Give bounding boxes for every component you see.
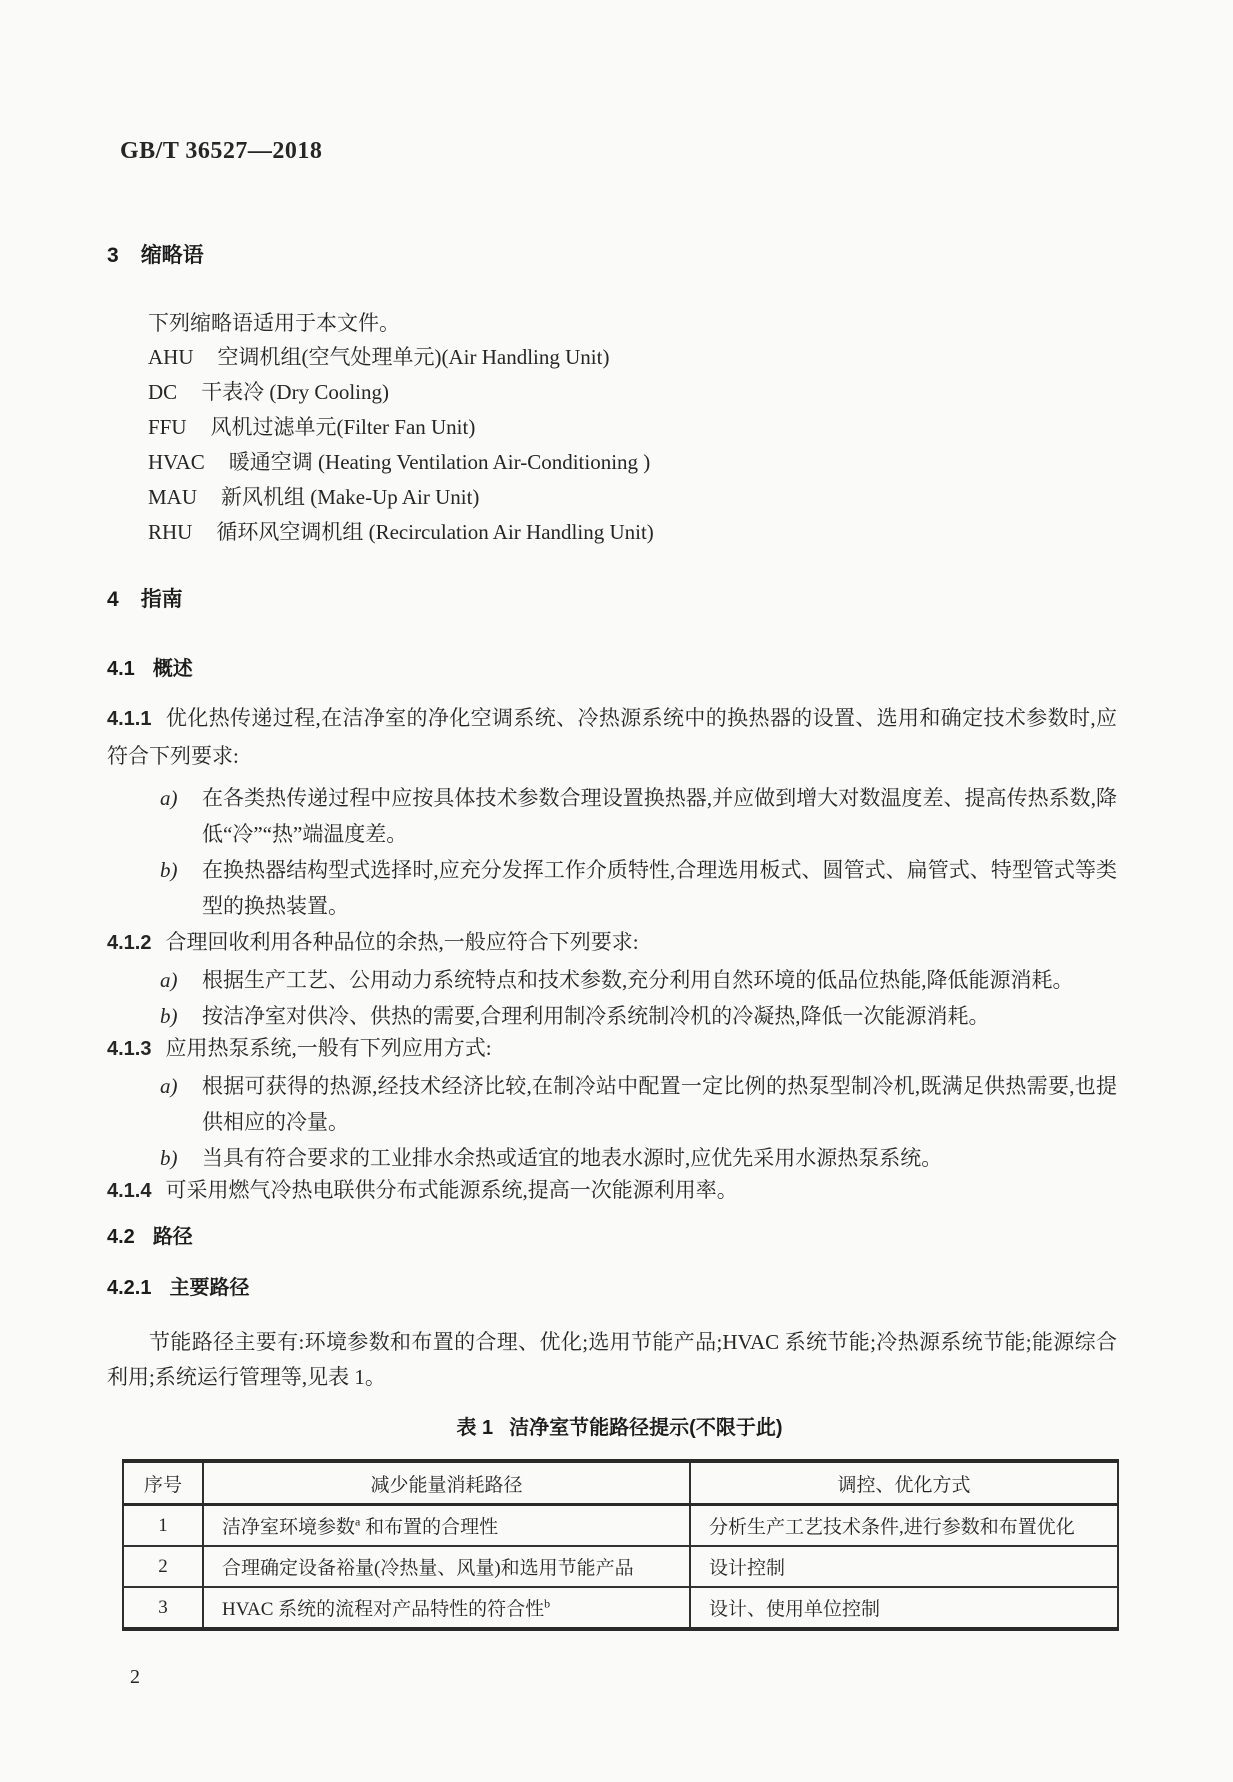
clause-4-1-2-item-b [160, 998, 1117, 1034]
clause-4-1-2-item-a [160, 962, 1117, 998]
section-4-2-title: 路径 [152, 1226, 193, 1248]
abbr-term: HVAC [148, 450, 205, 474]
section-4-2-1-heading [107, 1275, 1117, 1301]
abbreviation-item [148, 515, 1117, 550]
abbr-term: RHU [148, 520, 193, 544]
clause-number: 4.1.4 [107, 1180, 152, 1202]
clause-4-1-1-item-b [160, 852, 1117, 924]
section-4-1-title: 概述 [152, 658, 193, 680]
abbr-definition: 新风机组 (Make-Up Air Unit) [221, 485, 480, 509]
table-1-caption [122, 1415, 1117, 1441]
clause-4-1-3-item-b [160, 1140, 1117, 1176]
table-row [123, 1587, 1118, 1629]
section-4-2-1-number: 4.2.1 [107, 1277, 152, 1299]
cell-index: 2 [123, 1546, 203, 1587]
col-header-path: 减少能量消耗路径 [203, 1461, 690, 1505]
abbreviation-item [148, 340, 1117, 375]
abbreviation-item [148, 445, 1117, 480]
clause-number: 4.1.2 [107, 932, 152, 954]
cell-path-suffix: 和布置的合理性 [360, 1517, 499, 1538]
clause-number: 4.1.3 [107, 1038, 152, 1060]
table-row [123, 1505, 1118, 1547]
section-4-1-number: 4.1 [107, 658, 135, 680]
cell-method: 设计、使用单位控制 [690, 1587, 1118, 1629]
clause-number: 4.1.1 [107, 708, 152, 730]
section-4-title: 指南 [140, 588, 183, 611]
section-4-2-heading [107, 1224, 1117, 1250]
abbr-term: MAU [148, 485, 198, 509]
list-item-text: 当具有符合要求的工业排水余热或适宜的地表水源时,应优先采用水源热泵系统。 [202, 1146, 943, 1170]
clause-4-1-3-item-a [160, 1068, 1117, 1140]
col-header-index: 序号 [123, 1461, 203, 1505]
cell-path-text: 洁净室环境参数 [222, 1517, 356, 1538]
section-4-1-heading [107, 656, 1117, 682]
section-3-number: 3 [107, 244, 119, 267]
clause-4-1-1-item-a [160, 780, 1117, 852]
abbreviation-item [148, 480, 1117, 515]
abbreviation-item [148, 410, 1117, 445]
cell-path [203, 1546, 690, 1587]
table-1-title: 洁净室节能路径提示(不限于此) [509, 1417, 783, 1439]
section-4-2-number: 4.2 [107, 1226, 135, 1248]
abbr-term: DC [148, 380, 178, 404]
clause-text: 可采用燃气冷热电联供分布式能源系统,提高一次能源利用率。 [165, 1178, 738, 1202]
doc-number: GB/T 36527—2018 [120, 138, 323, 164]
col-header-method: 调控、优化方式 [690, 1461, 1118, 1505]
clause-text: 应用热泵系统,一般有下列应用方式: [165, 1036, 492, 1060]
list-item-text: 在换热器结构型式选择时,应充分发挥工作介质特性,合理选用板式、圆管式、扁管式、特型管式等类型的换热装置。 [202, 858, 1117, 918]
list-item-label: a) [160, 786, 178, 810]
section-3-heading [107, 242, 1117, 270]
table-1-label: 表 1 [456, 1417, 494, 1439]
cell-index: 3 [123, 1587, 203, 1629]
abbr-definition: 风机过滤单元(Filter Fan Unit) [210, 415, 476, 439]
section-4-2-1-title: 主要路径 [169, 1277, 250, 1299]
table-header-row [123, 1461, 1118, 1505]
clause-4-1-4 [107, 1172, 1117, 1210]
table-1 [122, 1459, 1119, 1631]
paragraph-4-2-1: 节能路径主要有:环境参数和布置的合理、优化;选用节能产品;HVAC 系统节能;冷热源系统节能;能源综合利用;系统运行管理等,见表 1。 [107, 1330, 1117, 1389]
cell-index: 1 [158, 1514, 168, 1536]
cell-path [203, 1587, 690, 1629]
table-row [123, 1546, 1118, 1587]
clause-4-1-2 [107, 924, 1117, 962]
abbr-definition: 暖通空调 (Heating Ventilation Air-Conditioning ) [228, 450, 651, 474]
section-4-heading [107, 586, 1117, 614]
list-item-label: a) [160, 968, 178, 992]
abbr-definition: 空调机组(空气处理单元)(Air Handling Unit) [217, 345, 610, 369]
list-item-label: b) [160, 858, 178, 882]
footnote-marker: b [544, 1596, 551, 1611]
cell-path-text: 合理确定设备裕量(冷热量、风量)和选用节能产品 [222, 1558, 634, 1579]
list-item-text: 根据可获得的热源,经技术经济比较,在制冷站中配置一定比例的热泵型制冷机,既满足供热需要,也提供相应的冷量。 [202, 1074, 1117, 1134]
cell-method: 设计控制 [690, 1546, 1118, 1587]
list-item-label: b) [160, 1146, 178, 1170]
cell-path [203, 1505, 690, 1547]
abbreviations-intro: 下列缩略语适用于本文件。 [148, 311, 400, 335]
list-item-text: 在各类热传递过程中应按具体技术参数合理设置换热器,并应做到增大对数温度差、提高传热系数,降低“冷”“热”端温度差。 [202, 786, 1117, 846]
section-3-title: 缩略语 [140, 244, 204, 267]
abbreviation-item [148, 375, 1117, 410]
clause-4-1-1 [107, 700, 1117, 775]
clause-4-1-3 [107, 1030, 1117, 1068]
abbr-definition: 循环风空调机组 (Recirculation Air Handling Unit) [216, 520, 654, 544]
clause-text: 合理回收利用各种品位的余热,一般应符合下列要求: [165, 930, 639, 954]
cell-path-text: HVAC 系统的流程对产品特性的符合性 [222, 1599, 545, 1620]
page-number: 2 [130, 1666, 140, 1688]
abbr-term: FFU [148, 415, 187, 439]
list-item-label: b) [160, 1004, 178, 1028]
list-item-text: 根据生产工艺、公用动力系统特点和技术参数,充分利用自然环境的低品位热能,降低能源消耗。 [202, 968, 1074, 992]
list-item-label: a) [160, 1074, 178, 1098]
abbr-term: AHU [148, 345, 194, 369]
clause-text: 优化热传递过程,在洁净室的净化空调系统、冷热源系统中的换热器的设置、选用和确定技术参数时,应符合下列要求: [107, 706, 1117, 768]
footnote-marker: a [355, 1514, 361, 1529]
cell-method: 分析生产工艺技术条件,进行参数和布置优化 [690, 1505, 1118, 1547]
abbreviation-list [148, 340, 1117, 550]
abbr-definition: 干表冷 (Dry Cooling) [201, 380, 390, 404]
list-item-text: 按洁净室对供冷、供热的需要,合理利用制冷系统制冷机的冷凝热,降低一次能源消耗。 [202, 1004, 990, 1028]
section-4-number: 4 [107, 588, 119, 611]
